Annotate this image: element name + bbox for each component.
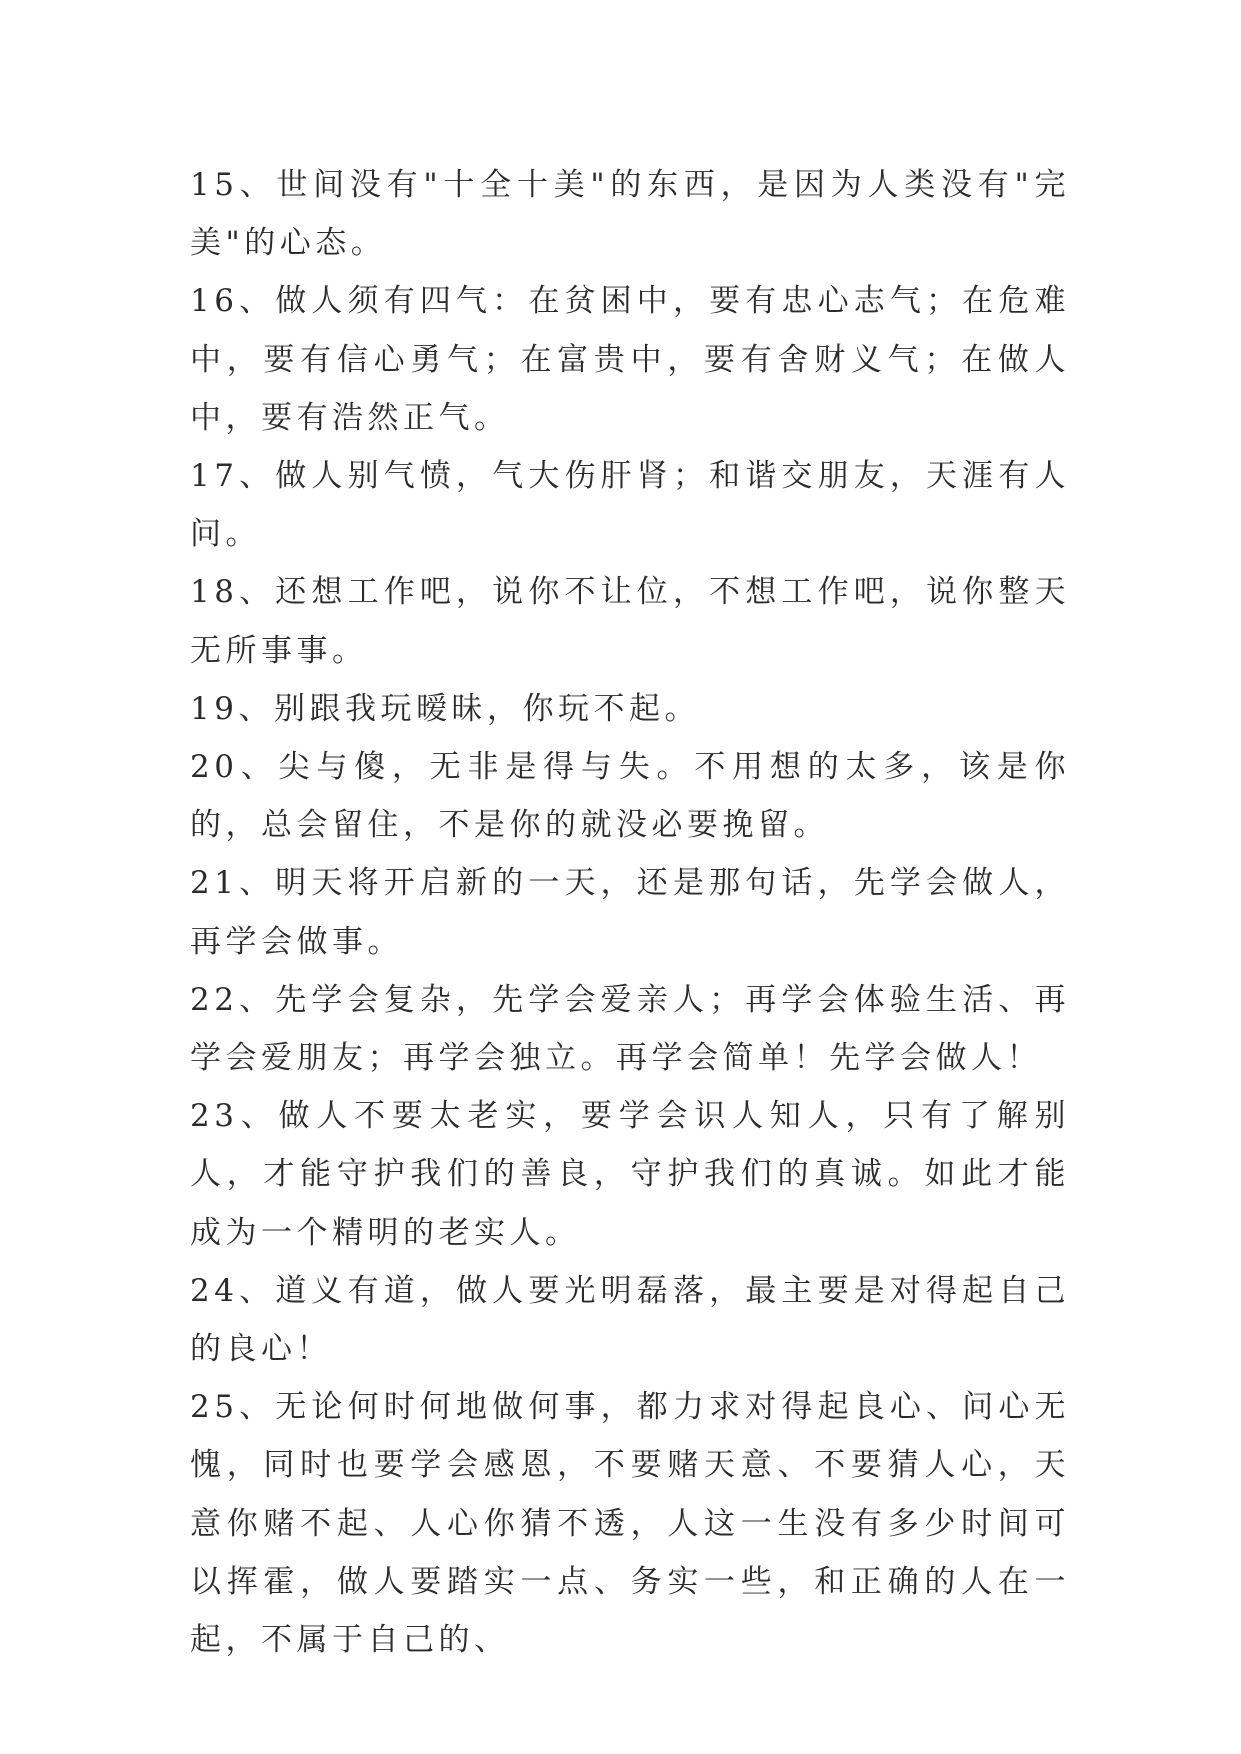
paragraph-20: 20、尖与傻，无非是得与失。不用想的太多，该是你的，总会留住，不是你的就没必要挽留。 [190,749,1070,844]
paragraph-16: 16、做人须有四气：在贫困中，要有忠心志气；在危难中，要有信心勇气；在富贵中，要有舍财义气；在做人中，要有浩然正气。 [190,283,1070,436]
paragraph-23: 23、做人不要太老实，要学会识人知人，只有了解别人，才能守护我们的善良，守护我们的真诚。如此才能成为一个精明的老实人。 [190,1098,1070,1251]
paragraph-19: 19、别跟我玩暧昧，你玩不起。 [190,690,700,727]
paragraph-21: 21、明天将开启新的一天，还是那句话，先学会做人，再学会做事。 [190,865,1070,960]
paragraph-17: 17、做人别气愤，气大伤肝肾；和谐交朋友，天涯有人问。 [190,458,1070,553]
paragraph-15: 15、世间没有"十全十美"的东西，是因为人类没有"完美"的心态。 [190,167,1070,262]
paragraph-22: 22、先学会复杂，先学会爱亲人；再学会体验生活、再学会爱朋友；再学会独立。再学会简单！先学会做人！ [190,981,1070,1077]
paragraph-25: 25、无论何时何地做何事，都力求对得起良心、问心无愧，同时也要学会感恩，不要赌天意、不要猜人心，天意你赌不起、人心你猜不透，人这一生没有多少时间可以挥霍，做人要踏实一点、务实一些，和正确的人在一起，不属于自己的、 [190,1389,1070,1659]
document-body [190,156,1070,1669]
paragraph-24: 24、道义有道，做人要光明磊落，最主要是对得起自己的良心！ [190,1272,1070,1368]
paragraph-18: 18、还想工作吧，说你不让位，不想工作吧，说你整天无所事事。 [190,574,1070,669]
